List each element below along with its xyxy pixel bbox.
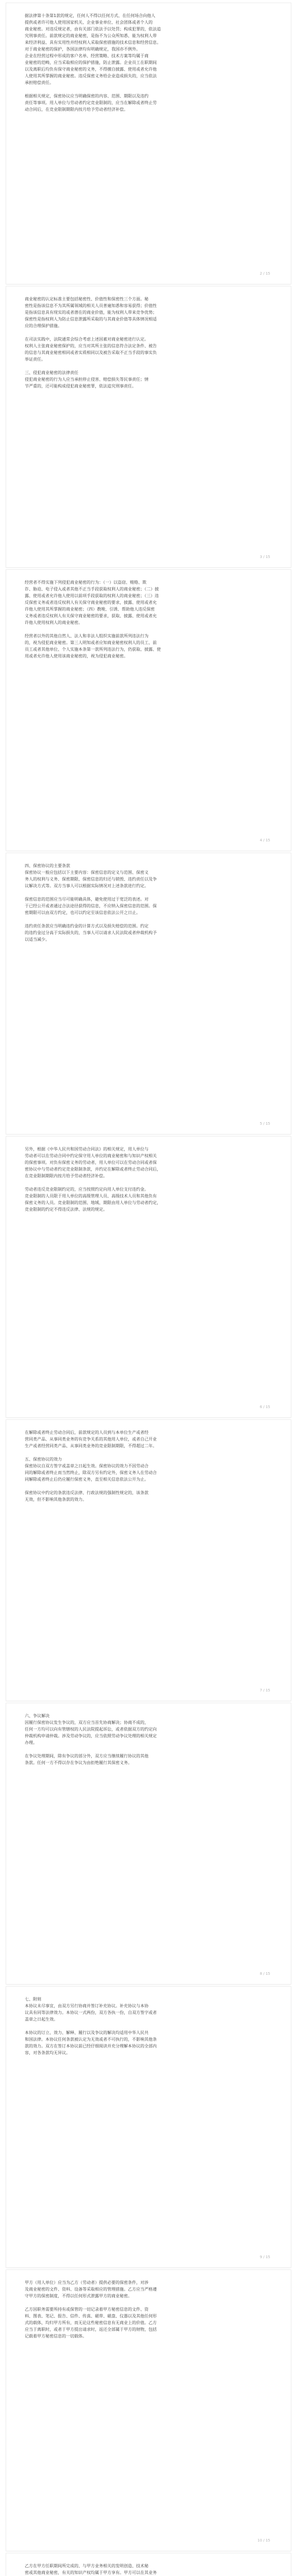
page-number: 9 / 15	[259, 2255, 270, 2259]
text-line	[25, 329, 270, 336]
page-text	[25, 862, 270, 1103]
text-line: 保密性是指权利人为防止信息泄露所采取的与其商业价值等具体情况相适	[25, 317, 157, 321]
text-line: 人使用其所掌握的商业秘密。违反保密义务给企业造成损失的，应当依法	[25, 74, 157, 78]
text-line: 的，视为侵犯商业秘密。第三人明知或者应知商业秘密权利人的员工、前	[25, 640, 157, 645]
text-line: 来经济利益、具有实用性并经权利人采取保密措施的技术信息和经营信息。	[25, 40, 161, 45]
document-page	[6, 1137, 291, 1417]
document-page	[6, 2270, 291, 2551]
text-line: 商业秘密。对违反规定者，由有关部门依法予以处罚；构成犯罪的，依法追	[25, 27, 161, 31]
text-line: 本协议未尽事宜，由双方另行协商并签订补充协议。补充协议与本协	[25, 2004, 148, 2008]
text-line: 举证责任。	[25, 357, 45, 362]
text-line: 反保密义务或者违反权利人有关保守商业秘密的要求，披露、使用或者允	[25, 600, 157, 605]
document-page	[6, 570, 291, 851]
text-line: 在解除或者终止劳动合同后，前款规定的人员到与本单位生产或者经	[25, 1430, 148, 1435]
text-line: 式的载体，均归甲方所有，而无论这些秘密信息有无商业上的价值。乙方	[25, 2320, 157, 2325]
text-line: 诈、胁迫、电子侵入或者其他不正当手段获取权利人的商业秘密；（二）披	[25, 587, 159, 591]
text-line	[25, 2023, 270, 2029]
text-line: 违约责任条款应当明确违约金的计算方式以及损失赔偿的范围。约定	[25, 924, 148, 928]
page-number: 6 / 15	[259, 1405, 270, 1409]
text-line: 保密协议一般应包括以下主要内容：保密信息的定义与范围、保密义	[25, 870, 148, 875]
text-line: 密协议中与劳动者约定竞业限制条款，并约定在解除或者终止劳动合同后，	[25, 1167, 161, 1172]
text-line: 四、保密协议的主要条款	[25, 863, 70, 868]
text-line	[25, 1179, 270, 1186]
text-line: 在司法实践中，法院通常会综合考虑上述因素对商业秘密进行认定。	[25, 337, 148, 342]
document-page	[6, 1420, 291, 1701]
text-line: 于已经公开或者通过合法途径获得的信息，不应纳入保密信息的范围。保	[25, 904, 157, 908]
text-line: 应当于离职时，或者于甲方提出请求时，返还全部属于甲方的财物，包括	[25, 2327, 157, 2332]
text-line: 根据相关规定，保密协议应当明确保密的内容、范围、期限以及违约	[25, 94, 148, 98]
text-line: 七、附则	[25, 1997, 41, 2002]
text-line	[25, 1449, 270, 1456]
text-line: 劳动者违反竞业限制约定的，应当按照约定向用人单位支付违约金。	[25, 1187, 148, 1192]
text-line: 密或其他商业秘密，有关的知识产权均属于甲方享有。甲方可以在其业务	[25, 2570, 157, 2575]
text-line: 的违约金过分高于实际损失的，当事人可以请求人民法院或者仲裁机构予	[25, 930, 157, 935]
text-line: 经营者以外的其他自然人、法人和非法人组织实施前款所列违法行为	[25, 634, 148, 638]
text-line: 料、图表、笔记、报告、信件、传真、磁带、磁盘、仪器以及其他任何形	[25, 2314, 157, 2318]
text-line: 竞业限制的约定不得违反法律、法规的规定。	[25, 1207, 107, 1212]
text-line: 及商业秘密的文件、资料、设备等采取相应的管理措施。乙方应当严格遵	[25, 2287, 157, 2292]
text-line: 和国法律。本协议任何条款被认定为无效或者不可执行的，不影响其他条	[25, 2037, 157, 2042]
document-page	[6, 2553, 291, 2576]
text-line: 生产或者经营同类产品、从事同类业务的竞业限制期限，不得超过二年。	[25, 1444, 157, 1448]
page-number: 3 / 15	[259, 555, 270, 559]
page-text	[25, 2563, 270, 2576]
text-line: 密期限可以由双方约定，也可以约定至该信息依法公开之日止。	[25, 910, 140, 915]
text-line: 密性是指该信息不为其所属领域的相关人员普遍知悉和容易获得；价值性	[25, 303, 157, 308]
page-number: 8 / 15	[259, 1972, 270, 1976]
text-line: 商业秘密的认定标准主要包括秘密性、价值性和保密性三个方面。秘	[25, 297, 148, 301]
page-text	[25, 1713, 270, 1953]
text-line: 用或者允许他人使用该商业秘密的，视为侵犯商业秘密。	[25, 654, 128, 658]
document-page	[6, 1703, 291, 1984]
page-text	[25, 296, 270, 536]
text-line: 保密义务的人员。竞业限制的范围、地域、期限由用人单位与劳动者约定，	[25, 1200, 161, 1205]
text-line: 乙方在甲方任职期间所完成的、与甲方业务相关的发明创造、技术秘	[25, 2564, 148, 2568]
text-line: 企业在经营过程中形成的客户名单、经营策略、技术方案等均属于商	[25, 54, 148, 58]
text-line: 因履行保密协议发生争议的，双方应当首先协商解决；协商不成的，	[25, 1720, 148, 1725]
text-line: 三、侵犯商业秘密的法律责任	[25, 370, 78, 375]
text-line: 另外，根据《中华人民共和国劳动合同法》的相关规定，用人单位与	[25, 1147, 148, 1151]
text-line: 以及离职后均负有保守商业秘密的义务，不得擅自披露、使用或者允许他	[25, 67, 157, 72]
text-line: 节严重的，还可能构成侵犯商业秘密罪，依法追究刑事责任。	[25, 384, 136, 388]
page-text	[25, 1146, 270, 1386]
page-number: 10 / 15	[257, 2538, 270, 2543]
text-line: 权利人主张商业秘密保护的，应当对其所主张的信息符合法定条件、被告	[25, 344, 157, 348]
text-line: 应的合理保护措施。	[25, 324, 62, 328]
text-line: 许他人使用权利人的商业秘密。	[25, 620, 82, 625]
text-line: 五、保密协议的效力	[25, 1457, 62, 1462]
text-line: 是指该信息具有现实的或者潜在的商业价值，能为权利人带来竞争优势；	[25, 310, 157, 315]
text-line: 营同类产品、从事同类业务的有竞争关系的其他用人单位，或者自己开业	[25, 1437, 157, 1442]
text-line: 究刑事责任。前款规定的商业秘密，是指不为公众所知悉、能为权利人带	[25, 33, 157, 38]
document-page	[6, 286, 291, 567]
text-line	[25, 1483, 270, 1489]
text-line: 守甲方的保密制度，不得以任何形式泄露甲方的商业秘密。	[25, 2294, 132, 2298]
text-line: 款的效力。双方在签订本协议前已经仔细阅读并充分理解本协议的全部内	[25, 2044, 157, 2048]
text-line: 对于商业秘密的保护，各国法律均有明确规定，我国亦不例外。	[25, 47, 140, 52]
text-line	[25, 2299, 270, 2306]
text-line: 承担赔偿责任。	[25, 80, 54, 85]
text-line	[25, 86, 270, 93]
text-line: 义务或者违反权利人有关保守商业秘密的要求，获取、披露、使用或者允	[25, 614, 157, 618]
text-line: 办理。	[25, 1740, 37, 1745]
text-line: 本协议的订立、效力、解释、履行以及争议的解决均适用中华人民共	[25, 2030, 148, 2035]
page-number: 5 / 15	[259, 1122, 270, 1126]
page-text	[25, 1996, 270, 2236]
page-number: 4 / 15	[259, 838, 270, 842]
text-line	[25, 363, 270, 369]
text-line: 劳动者可以在劳动合同中约定保守用人单位的商业秘密和与知识产权相关	[25, 1154, 157, 1158]
page-text	[25, 12, 270, 253]
text-line	[25, 916, 270, 923]
text-line: 务人的权利与义务、保密期限、保密信息的归还与销毁、违约责任以及争	[25, 877, 157, 882]
text-line: 的信息与其商业秘密相同或者实质相同以及被告采取不正当手段的事实负	[25, 350, 157, 355]
text-line: 乙方因职务需要所持有或保管的一切记录着甲方秘密信息的文件、资	[25, 2307, 148, 2312]
text-line: 同的解除或者终止而当然终止，除双方另有约定外，保密义务人在劳动合	[25, 1470, 157, 1475]
document-page	[6, 1987, 291, 2267]
text-line: 业秘密的范畴，应当采取相应的保护措施，防止泄露。企业员工在职期间	[25, 60, 157, 65]
text-line: 的保密事项。对负有保密义务的劳动者，用人单位可以在劳动合同或者保	[25, 1160, 157, 1165]
text-line: 任何一方均可以向有管辖权的人民法院提起诉讼，或者依据双方的约定向	[25, 1727, 157, 1732]
text-line: 以适当减少。	[25, 937, 50, 942]
text-line: 露、使用或者允许他人使用以前项手段获取的权利人的商业秘密；（三）违	[25, 594, 159, 598]
text-line	[25, 889, 270, 896]
text-line: 许他人使用其所掌握的商业秘密；（四）教唆、引诱、帮助他人违反保密	[25, 607, 155, 612]
text-line: 据法律第十条第1款的规定，任何人不得以任何方式、在任何场合向他人	[25, 13, 156, 18]
page-text	[25, 2279, 270, 2520]
document-page	[6, 853, 291, 1134]
text-line: 在争议处理期间，除有争议的部分外，双方应当继续履行协议的其他	[25, 1754, 148, 1758]
text-line: 经营者不得实施下列侵犯商业秘密的行为：（一）以盗窃、贿赂、欺	[25, 580, 146, 585]
text-line: 条款。任何一方不得以存在争议为由拒绝履行其保密义务。	[25, 1760, 132, 1765]
text-line: 六、争议解决	[25, 1714, 50, 1718]
text-line: 甲方（用人单位）应当为乙方（劳动者）提供必要的保密条件，对涉	[25, 2280, 148, 2285]
text-line: 盖章之日起生效。	[25, 2017, 58, 2022]
text-line: 员工或者其他单位、个人实施本条第一款所列违法行为，仍获取、披露、使	[25, 647, 161, 652]
text-line: 保密协议自双方签字或盖章之日起生效。保密协议的效力不因劳动合	[25, 1464, 148, 1468]
text-line: 记载着甲方秘密信息的一切载体。	[25, 2334, 87, 2338]
text-line: 无效，但不影响其他条款的效力。	[25, 1497, 87, 1502]
text-line: 仲裁机构申请仲裁。涉及劳动争议的，应当依照劳动争议处理的相关规定	[25, 1734, 157, 1738]
text-line: 在竞业限制期限内按月给予劳动者经济补偿。	[25, 1174, 107, 1178]
text-line: 竞业限制的人员限于用人单位的高级管理人员、高级技术人员和其他负有	[25, 1194, 157, 1198]
text-line: 责任等事项。用人单位与劳动者约定竞业限制的，应当在解除或者终止劳	[25, 100, 157, 105]
page-number: 2 / 15	[259, 272, 270, 276]
text-line	[25, 626, 270, 633]
text-line: 议具有同等法律效力。本协议一式两份，双方各执一份，自双方签字或者	[25, 2010, 157, 2015]
text-line: 提供或者许可他人使用国家机关、企业事业单位、社会团体或者个人的	[25, 20, 153, 25]
text-line: 容，对各条款均无异议。	[25, 2050, 70, 2055]
text-line: 保密协议中约定的条款违反法律、行政法规的强制性规定的，该条款	[25, 1490, 148, 1495]
page-text	[25, 579, 270, 820]
text-line: 保密信息的范围应当尽可能明确具体，避免使用过于宽泛的表述。对	[25, 897, 148, 902]
text-line: 侵犯商业秘密的行为人应当承担停止侵害、赔偿损失等民事责任；情	[25, 377, 148, 382]
text-line	[25, 1746, 270, 1753]
text-line: 同解除或者终止后仍应履行保密义务，直至相关信息依法公开为止。	[25, 1477, 148, 1482]
text-line: 动合同后，在竞业限制期限内按月给予劳动者经济补偿。	[25, 107, 128, 112]
text-line: 议解决方式等。双方当事人可以根据实际情况对上述条款进行约定。	[25, 884, 148, 888]
page-number: 7 / 15	[259, 1688, 270, 1692]
page-text	[25, 1429, 270, 1670]
document-page	[6, 3, 291, 284]
